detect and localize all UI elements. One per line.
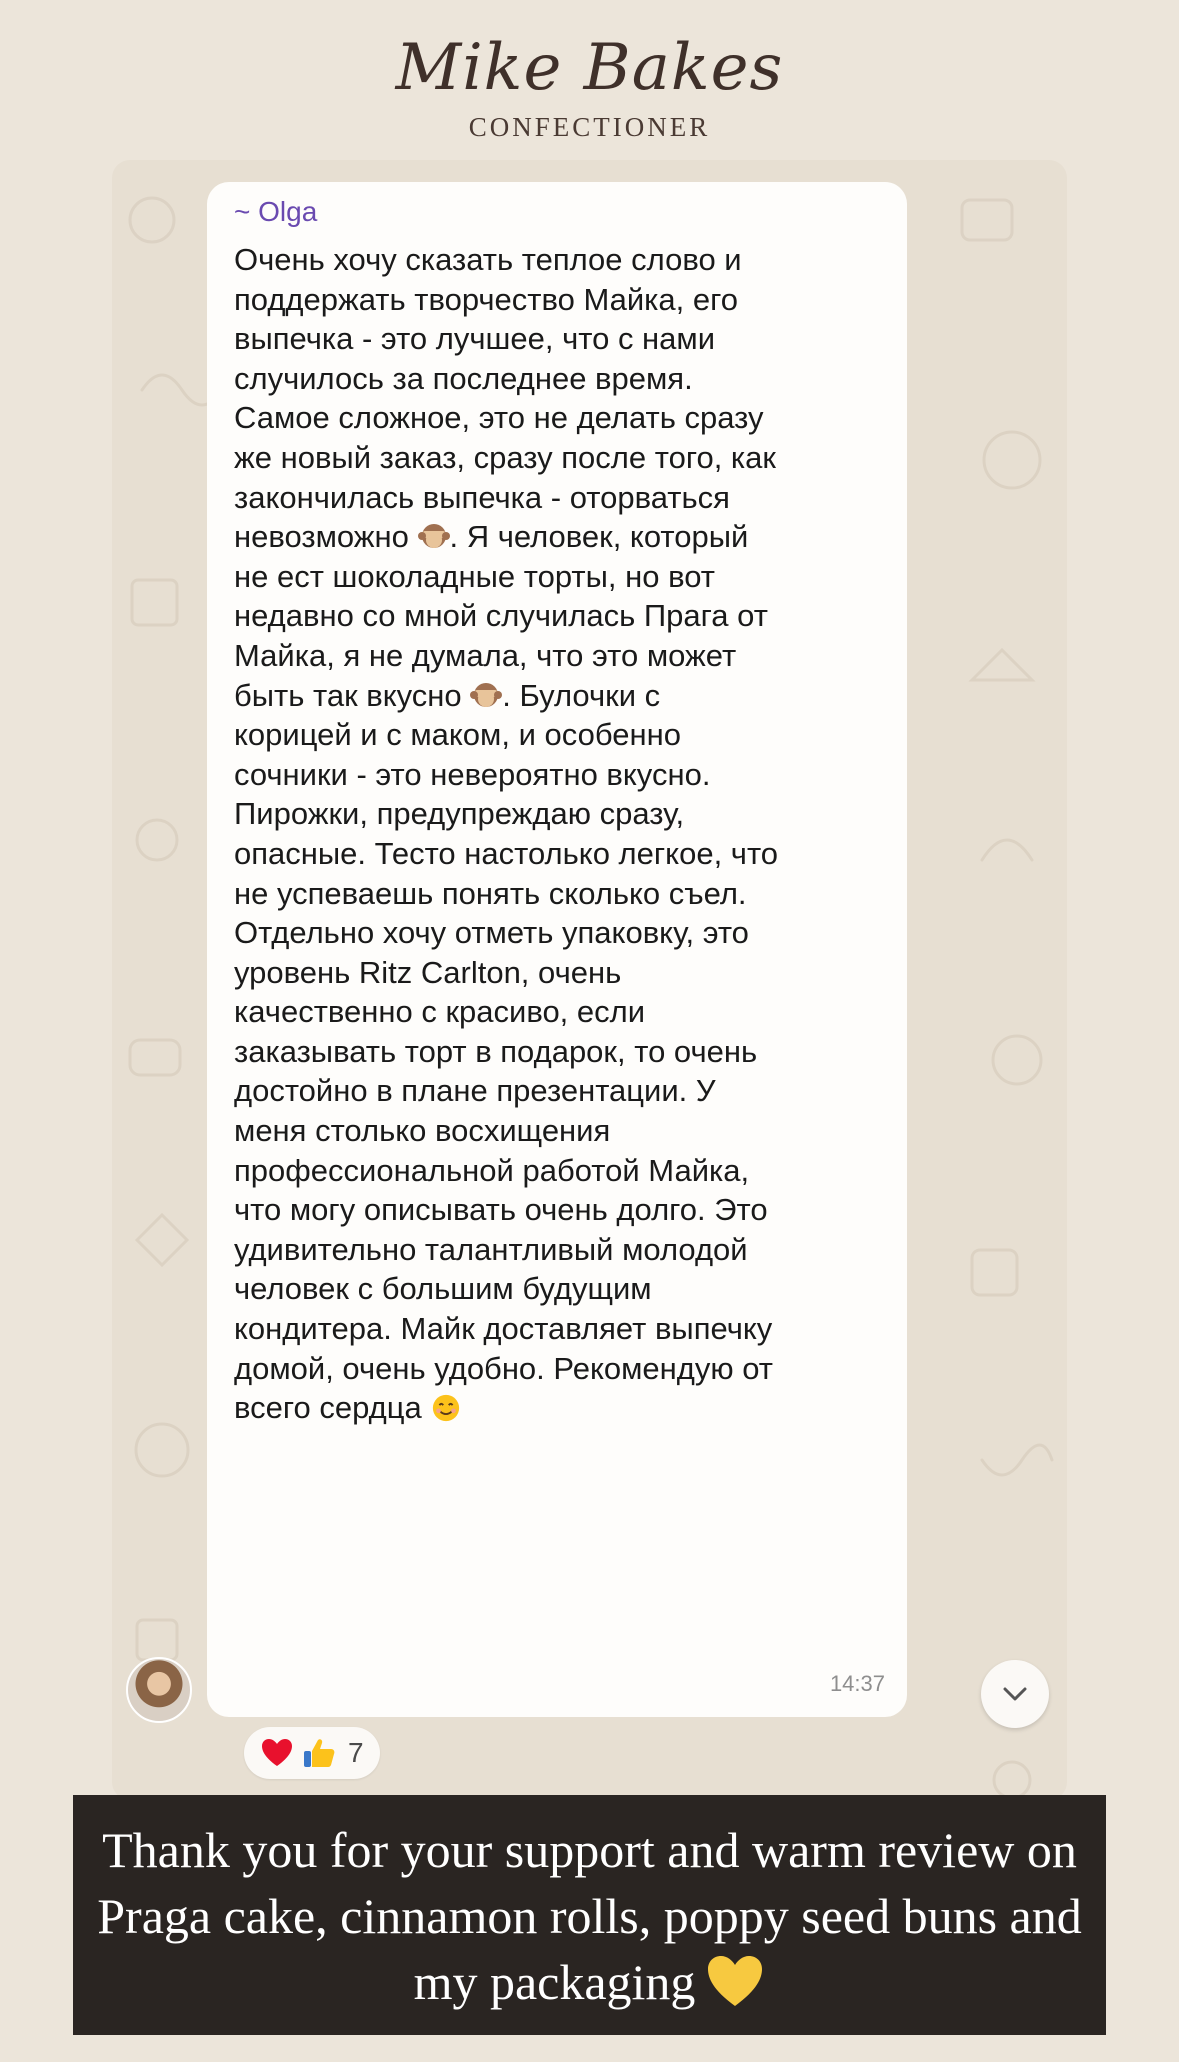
see-no-evil-monkey-emoji (418, 522, 450, 552)
message-line: недавно со мной случилась Прага от (234, 598, 768, 634)
thumbs-up-emoji (302, 1737, 336, 1769)
message-line: не успеваешь понять сколько съел. (234, 875, 747, 911)
brand-logo: Mike Bakes (395, 31, 784, 105)
message-line: достойно в плане презентации. У (234, 1073, 716, 1109)
yellow-heart-emoji (705, 1953, 765, 2009)
message-line: меня столько восхищения (234, 1113, 611, 1149)
message-text (234, 240, 894, 1428)
red-heart-emoji (260, 1738, 294, 1768)
sender-name: ~ Olga (234, 196, 318, 227)
message-line: заказывать торт в подарок, то очень (234, 1033, 758, 1069)
message-bubble[interactable] (207, 182, 907, 1717)
brand-header (0, 28, 1179, 144)
message-line: закончилась выпечка - оторваться (234, 479, 730, 515)
message-line: же новый заказ, сразу после того, как (234, 439, 776, 475)
message-line: Майка, я не думала, что это может (234, 637, 737, 673)
message-line: поддержать творчество Майка, его (234, 281, 738, 317)
brand-tagline: CONFECTIONER (468, 112, 711, 142)
story-caption (73, 1795, 1106, 2035)
message-line: сочники - это невероятно вкусно. (234, 756, 711, 792)
sender-avatar[interactable] (126, 1657, 192, 1723)
message-reactions[interactable] (244, 1727, 380, 1779)
see-no-evil-monkey-emoji (470, 681, 502, 711)
message-line: уровень Ritz Carlton, очень (234, 954, 622, 990)
message-line: опасные. Тесто настолько легкое, что (234, 835, 779, 871)
message-line: профессиональной работой Майка, (234, 1152, 750, 1188)
message-line: кондитера. Майк доставляет выпечку (234, 1311, 773, 1347)
message-line: выпечка - это лучшее, что с нами (234, 321, 716, 357)
message-line: качественно с красиво, если (234, 994, 646, 1030)
caption-text: Thank you for your support and warm review on Praga cake, cinnamon rolls, poppy seed buns and my packaging (97, 1822, 1082, 2010)
message-line: всего сердца (234, 1390, 422, 1426)
message-line: человек с большим будущим (234, 1271, 652, 1307)
message-line: . Я человек, который (449, 519, 749, 555)
message-line: удивительно талантливый молодой (234, 1231, 748, 1267)
chevron-down-icon (1002, 1686, 1028, 1702)
message-line: быть так вкусно (234, 677, 462, 713)
reaction-count: 7 (348, 1737, 364, 1768)
message-line: что могу описывать очень долго. Это (234, 1192, 768, 1228)
message-line: Очень хочу сказать теплое слово и (234, 242, 742, 277)
message-line: . Булочки с (502, 677, 661, 713)
smiling-face-emoji (430, 1393, 462, 1423)
message-line: случилось за последнее время. (234, 360, 693, 396)
message-timestamp: 14:37 (829, 1671, 885, 1696)
message-line: Пирожки, предупреждаю сразу, (234, 796, 685, 832)
message-line: домой, очень удобно. Рекомендую от (234, 1350, 773, 1386)
message-line: Отдельно хочу отметь упаковку, это (234, 915, 749, 951)
message-line: невозможно (234, 519, 409, 555)
message-line: корицей и с маком, и особенно (234, 717, 681, 753)
message-line: Самое сложное, это не делать сразу (234, 400, 764, 436)
message-line: не ест шоколадные торты, но вот (234, 558, 715, 594)
chat-screenshot (112, 160, 1067, 1800)
scroll-to-bottom-button[interactable] (981, 1660, 1049, 1728)
